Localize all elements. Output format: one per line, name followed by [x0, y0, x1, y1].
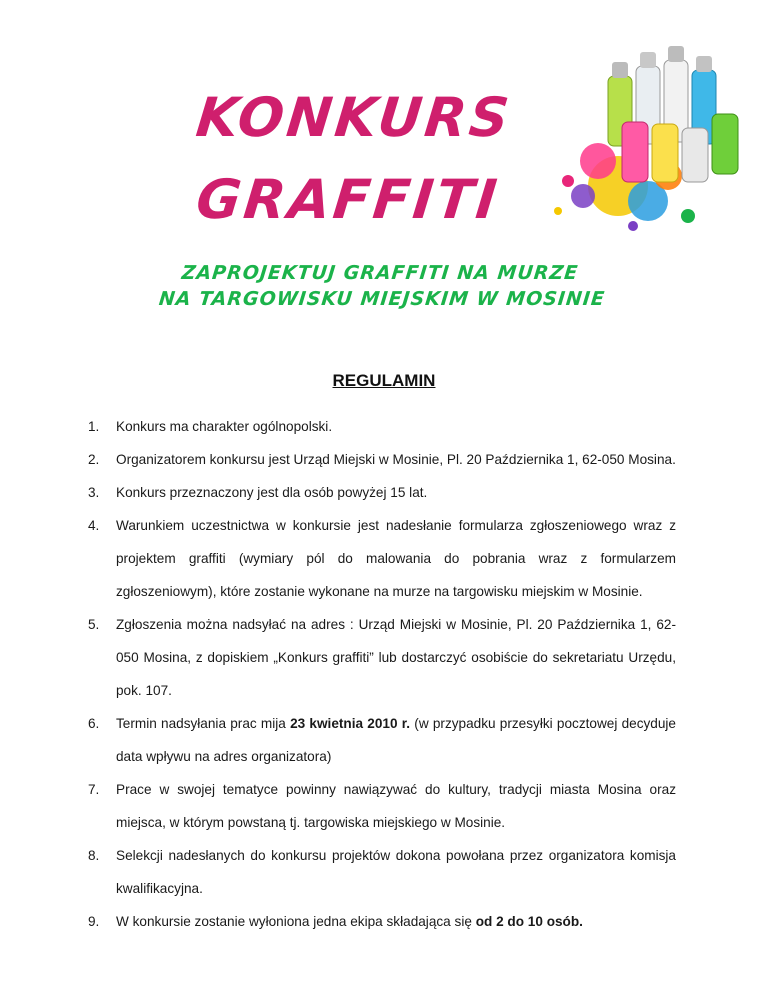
rule-number: 4. — [88, 518, 100, 533]
rule-item — [88, 839, 676, 905]
team-size: od 2 do 10 osób. — [475, 914, 583, 929]
rule-text-after: (w przypadku przesyłki pocztowej decyduje data wpływu na adres organizatora) — [116, 716, 676, 764]
rule-item — [88, 707, 676, 773]
rule-item — [88, 410, 676, 443]
deadline-date: 23 kwietnia 2010 r. — [290, 716, 411, 731]
rule-text-before: W konkursie zostanie wyłoniona jedna ekipa składająca się — [116, 914, 476, 929]
rule-item — [88, 905, 676, 938]
rule-text: Prace w swojej tematyce powinny nawiązywać do kultury, tradycji miasta Mosina oraz miejsca, w którym powstaną tj. targowiska miejskiego w Mosinie. — [116, 782, 676, 830]
rule-number: 1. — [88, 419, 100, 434]
rule-text: Organizatorem konkursu jest Urząd Miejski w Mosinie, Pl. 20 Października 1, 62-050 Mosina. — [116, 452, 676, 467]
rule-text: Selekcji nadesłanych do konkursu projektów dokona powołana przez organizatora komisja kwalifikacyjna. — [116, 848, 676, 896]
title-konkurs: KONKURS — [193, 86, 515, 149]
subtitle-line-1: ZAPROJEKTUJ GRAFFITI NA MURZE — [180, 262, 580, 284]
rule-number: 8. — [88, 848, 100, 863]
rule-number: 6. — [88, 716, 100, 731]
subtitle-line-2: NA TARGOWISKU MIEJSKIM W MOSINIE — [157, 288, 607, 310]
rule-number: 5. — [88, 617, 100, 632]
spray-cans-illustration — [538, 36, 764, 236]
title-graffiti: GRAFFITI — [193, 168, 503, 231]
rule-number: 2. — [88, 452, 100, 467]
rule-item — [88, 608, 676, 707]
rule-item — [88, 773, 676, 839]
rule-text: Warunkiem uczestnictwa w konkursie jest nadesłanie formularza zgłoszeniowego wraz z projektem graffiti (wymiary pól do malowania do pobrania wraz z formularzem zgłoszeniowym), które zostanie wykonane na murze na targowisku miejskim w Mosinie. — [116, 518, 676, 599]
rule-number: 9. — [88, 914, 100, 929]
rule-text: Zgłoszenia można nadsyłać na adres : Urząd Miejski w Mosinie, Pl. 20 Października 1, 62-050 Mosina, z dopiskiem „Konkurs graffiti” lub dostarczyć osobiście do sekretariatu Urzędu, pok. 107. — [116, 617, 676, 698]
regulamin-heading: REGULAMIN — [332, 371, 436, 390]
rule-number: 7. — [88, 782, 100, 797]
rules-list — [88, 410, 676, 938]
rule-item — [88, 476, 676, 509]
rule-text-before: Termin nadsyłania prac mija — [116, 716, 291, 731]
rule-item — [88, 509, 676, 608]
rule-item — [88, 443, 676, 476]
rule-number: 3. — [88, 485, 100, 500]
rule-text: Konkurs ma charakter ogólnopolski. — [116, 419, 333, 434]
rule-text: Konkurs przeznaczony jest dla osób powyżej 15 lat. — [116, 485, 428, 500]
